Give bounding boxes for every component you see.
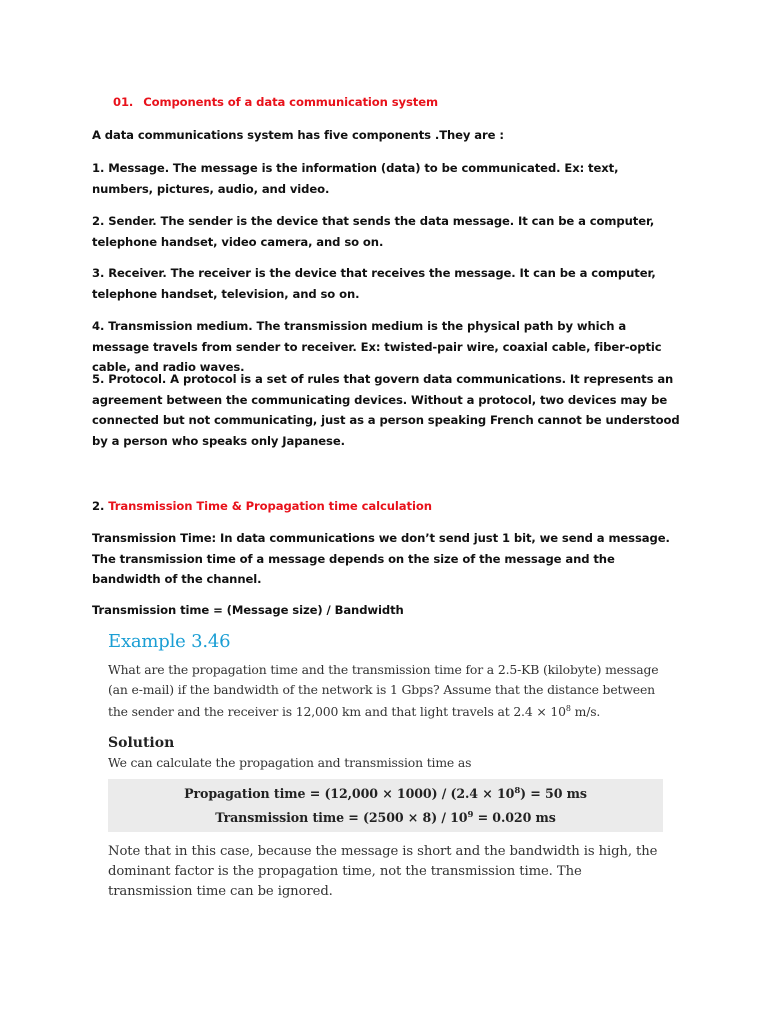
example-question-exponent: 8 xyxy=(565,704,571,713)
section-1-title: Components of a data communication system xyxy=(143,95,438,109)
solution-note: Note that in this case, because the message is short and the bandwidth is high, the dominant factor is the propagation time, not the transmission time. The transmission time can be ignored. xyxy=(108,844,658,899)
solution-equations-box xyxy=(108,779,663,832)
propagation-equation-exponent: 8 xyxy=(514,786,521,796)
transmission-time-paragraph: Transmission Time: In data communications we don’t send just 1 bit, we send a message. The transmission time of a message depends on the size of the message and the bandwidth of the channel. xyxy=(92,531,670,586)
transmission-equation-result: = 0.020 ms xyxy=(473,810,556,826)
section-2-number: 2. xyxy=(92,499,105,513)
section-1-intro: A data communications system has five components .They are : xyxy=(92,128,504,142)
component-transmission-medium: 4. Transmission medium. The transmission medium is the physical path by which a message travels from sender to receiver. Ex: twisted-pair wire, coaxial cable, fiber-optic cable, and radio waves. xyxy=(92,319,662,374)
component-message: 1. Message. The message is the information (data) to be communicated. Ex: text, numbers, pictures, audio, and video. xyxy=(92,161,619,196)
example-question-text: What are the propagation time and the transmission time for a 2.5-KB (kilobyte) message (an e-mail) if the bandwidth of the network is 1 Gbps? Assume that the distance between the sender and the receiver is 12,000 km and that light travels at 2.4 × 10 xyxy=(108,662,659,720)
solution-intro: We can calculate the propagation and transmission time as xyxy=(108,755,472,770)
propagation-equation-text: Propagation time = (12,000 × 1000) / (2.4 × 10 xyxy=(184,786,515,802)
section-1-heading xyxy=(113,92,673,113)
component-sender: 2. Sender. The sender is the device that sends the data message. It can be a computer, telephone handset, video camera, and so on. xyxy=(92,214,655,249)
example-question xyxy=(108,660,668,722)
transmission-time-formula: Transmission time = (Message size) / Bandwidth xyxy=(92,603,404,617)
section-1-number: 01. xyxy=(113,95,134,109)
transmission-equation-text: Transmission time = (2500 × 8) / 10 xyxy=(215,810,468,826)
section-2-heading xyxy=(92,496,682,517)
example-title: Example 3.46 xyxy=(108,631,231,652)
component-protocol: 5. Protocol. A protocol is a set of rules that govern data communications. It represents an agreement between the communicating devices. Without a protocol, two devices may be connected but not communicating, just as a person speaking French cannot be understood by a person who speaks only Japanese. xyxy=(92,372,680,448)
propagation-equation-result: ) = 50 ms xyxy=(520,786,587,802)
propagation-time-equation xyxy=(108,786,663,801)
component-receiver: 3. Receiver. The receiver is the device that receives the message. It can be a computer, telephone handset, television, and so on. xyxy=(92,266,656,301)
section-2-title: Transmission Time & Propagation time calculation xyxy=(108,499,432,513)
transmission-time-equation xyxy=(108,810,663,825)
example-question-unit: m/s. xyxy=(570,704,601,720)
solution-title: Solution xyxy=(108,735,175,751)
transmission-equation-exponent: 9 xyxy=(467,810,474,820)
